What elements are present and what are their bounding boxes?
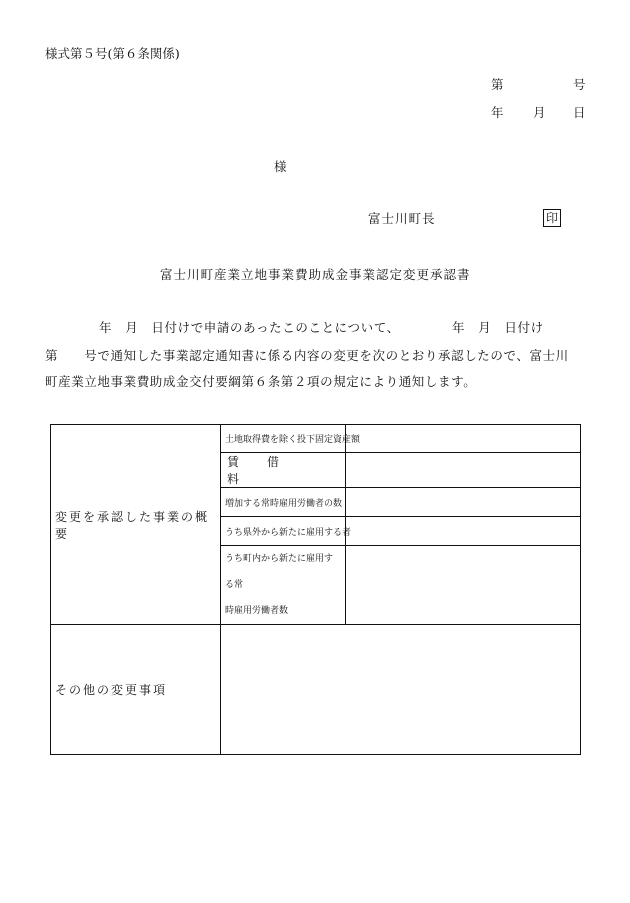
date-month: 月 — [533, 105, 546, 120]
value-cell-added-workers[interactable] — [346, 488, 581, 517]
row-label-in-town-hires-line1: うち町内から新たに雇用する常 — [225, 554, 334, 590]
addressee-suffix: 様 — [274, 159, 287, 174]
date-day: 日 — [573, 105, 586, 120]
row-label-in-town-hires-line2: 時雇用労働者数 — [225, 606, 289, 616]
body-line1-b: 年 月 日付け — [452, 320, 544, 335]
issuer-name: 富士川町長 — [368, 211, 436, 226]
value-cell-fixed-assets[interactable] — [346, 425, 581, 453]
body-line1-a: 年 月 日付けで申請のあったこのことについて、 — [99, 320, 400, 335]
document-title: 富士川町産業立地事業費助成金事業認定変更承認書 — [160, 267, 471, 282]
row-label-in-town-hires — [221, 546, 346, 625]
row-label-rent: 賃借料 — [221, 453, 346, 488]
section-label-summary: 変更を承認した事業の概要 — [51, 425, 221, 625]
value-cell-rent[interactable] — [346, 453, 581, 488]
section-label-other-changes: その他の変更事項 — [51, 625, 221, 755]
doc-number-prefix: 第 — [491, 77, 504, 92]
row-label-added-workers: 増加する常時雇用労働者の数 — [221, 488, 346, 517]
date-year: 年 — [491, 105, 504, 120]
approval-table — [50, 424, 581, 755]
value-cell-in-town-hires[interactable] — [346, 546, 581, 625]
row-label-out-of-prefecture-hires: うち県外から新たに雇用する者 — [221, 517, 346, 546]
row-label-fixed-assets: 土地取得費を除く投下固定資産額 — [221, 425, 346, 453]
table-row — [51, 425, 581, 453]
form-number: 様式第５号(第６条関係) — [45, 46, 180, 61]
value-cell-other-changes[interactable] — [221, 625, 581, 755]
body-line2: 第 号で通知した事業認定通知書に係る内容の変更を次のとおり承認したので、富士川 — [45, 348, 569, 363]
doc-number-suffix: 号 — [573, 77, 586, 92]
value-cell-out-of-prefecture-hires[interactable] — [346, 517, 581, 546]
body-line3: 町産業立地事業費助成金交付要綱第６条第２項の規定により通知します。 — [45, 374, 477, 389]
seal-mark: 印 — [543, 209, 561, 227]
table-row — [51, 625, 581, 755]
